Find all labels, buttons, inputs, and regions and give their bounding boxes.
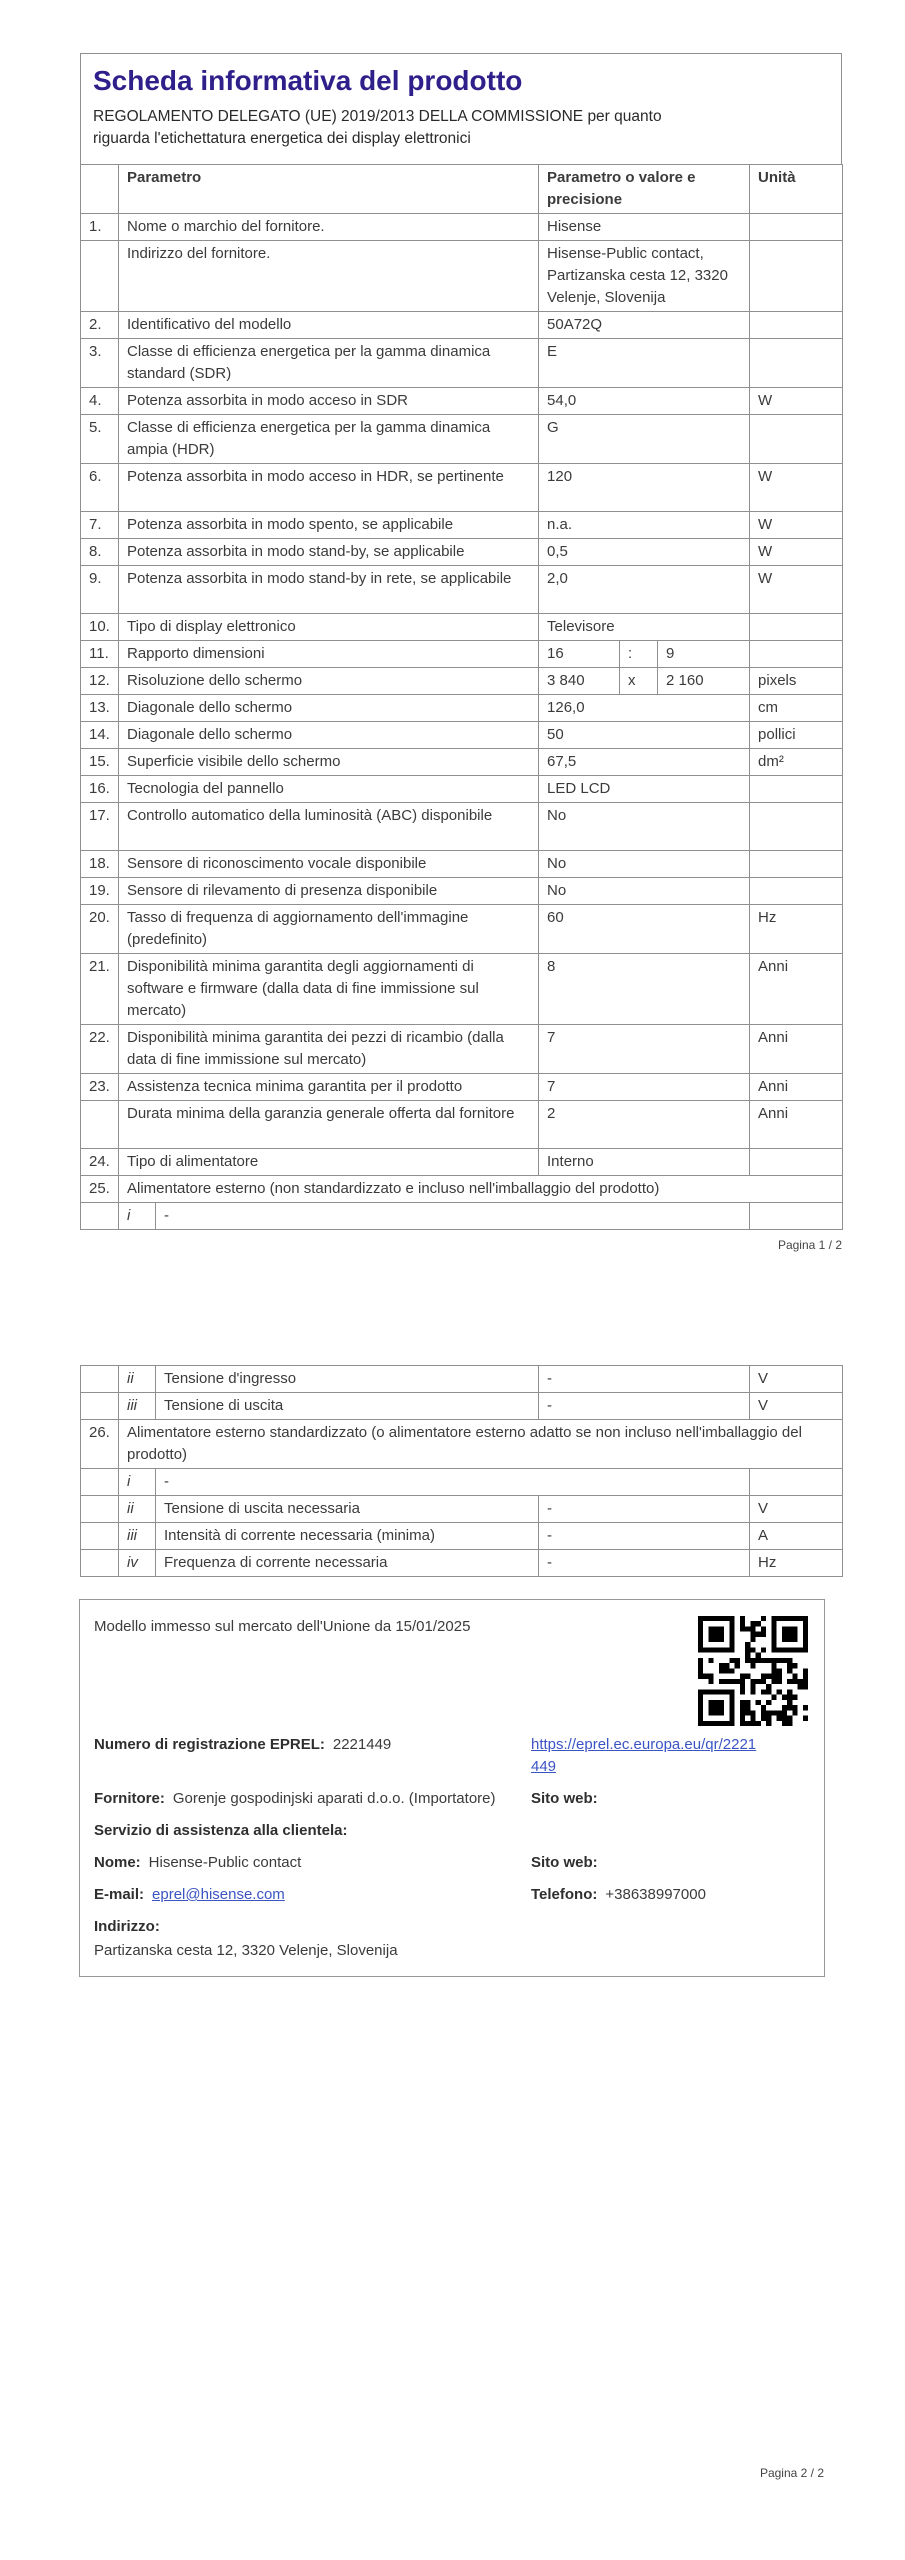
unit-cell: Anni (750, 954, 843, 1025)
row-number-cell: 10. (81, 614, 119, 641)
supplier-label: Fornitore: (94, 1790, 165, 1807)
param-cell: Potenza assorbita in modo acceso in SDR (119, 388, 539, 415)
unit-cell: W (750, 566, 843, 614)
param-cell: Potenza assorbita in modo acceso in HDR, se pertinente (119, 464, 539, 512)
value-cell: 2,0 (539, 566, 750, 614)
row-number-cell (81, 1550, 119, 1577)
sub-index-cell: iii (119, 1393, 156, 1420)
row-number-cell: 12. (81, 668, 119, 695)
table-row (81, 695, 843, 722)
unit-cell: V (750, 1496, 843, 1523)
unit-cell (750, 1203, 843, 1230)
row-number-cell: 21. (81, 954, 119, 1025)
row-number-cell: 9. (81, 566, 119, 614)
unit-cell (750, 415, 843, 464)
value-cell: No (539, 851, 750, 878)
email-link[interactable]: eprel@hisense.com (152, 1886, 285, 1903)
unit-cell (750, 803, 843, 851)
param-cell: Classe di efficienza energetica per la gamma dinamica ampia (HDR) (119, 415, 539, 464)
unit-cell (750, 1149, 843, 1176)
table-row (81, 749, 843, 776)
row-number-cell: 16. (81, 776, 119, 803)
title-box (80, 53, 842, 165)
param-cell: Indirizzo del fornitore. (119, 241, 539, 312)
table-row (81, 1393, 843, 1420)
unit-cell: cm (750, 695, 843, 722)
table-row (81, 512, 843, 539)
row-number-cell (81, 1101, 119, 1149)
product-table-page1 (80, 164, 843, 1230)
value-cell: 67,5 (539, 749, 750, 776)
row-number-cell (81, 1393, 119, 1420)
table-row (81, 668, 843, 695)
table-row (81, 241, 843, 312)
param-cell: Tensione d'ingresso (156, 1366, 539, 1393)
unit-cell: dm² (750, 749, 843, 776)
param-cell: Disponibilità minima garantita degli aggiornamenti di software e firmware (dalla data di fine immissione sul mercato) (119, 954, 539, 1025)
value-cell: - (539, 1496, 750, 1523)
address-label-row (94, 1916, 810, 1938)
value-cell: LED LCD (539, 776, 750, 803)
name-value: Hisense-Public contact (148, 1854, 302, 1871)
table-row (81, 388, 843, 415)
row-number-cell: 3. (81, 339, 119, 388)
param-cell: Assistenza tecnica minima garantita per il prodotto (119, 1074, 539, 1101)
param-cell: Risoluzione dello schermo (119, 668, 539, 695)
param-cell: Alimentatore esterno (non standardizzato e incluso nell'imballaggio del prodotto) (119, 1176, 843, 1203)
page-number-footer-2: Pagina 2 / 2 (759, 2466, 824, 2480)
param-cell: Potenza assorbita in modo stand-by in rete, se applicabile (119, 566, 539, 614)
unit-cell (750, 641, 843, 668)
row-number-cell: 25. (81, 1176, 119, 1203)
value-cell: 9 (658, 641, 750, 668)
header-value-cell: Parametro o valore e precisione (539, 165, 750, 214)
phone-label: Telefono: (531, 1886, 598, 1903)
param-cell: Diagonale dello schermo (119, 695, 539, 722)
table-row (81, 539, 843, 566)
row-number-cell (81, 1203, 119, 1230)
param-cell: Alimentatore esterno standardizzato (o alimentatore esterno adatto se non incluso nell'imballaggio del prodotto) (119, 1420, 843, 1469)
row-number-cell: 1. (81, 214, 119, 241)
name-label: Nome: (94, 1854, 141, 1871)
page-break-gap (80, 1253, 842, 1365)
value-cell: 2 (539, 1101, 750, 1149)
table-row (81, 1523, 843, 1550)
address-value: Partizanska cesta 12, 3320 Velenje, Slovenija (94, 1942, 398, 1959)
value-cell: 50 (539, 722, 750, 749)
value-cell: 2 160 (658, 668, 750, 695)
address-label: Indirizzo: (94, 1918, 160, 1935)
row-number-cell (81, 1523, 119, 1550)
unit-cell: Hz (750, 905, 843, 954)
value-cell: Hisense (539, 214, 750, 241)
table-row (81, 415, 843, 464)
value-cell: n.a. (539, 512, 750, 539)
unit-cell (750, 776, 843, 803)
param-cell: Potenza assorbita in modo stand-by, se applicabile (119, 539, 539, 566)
unit-cell: Hz (750, 1550, 843, 1577)
table-row (81, 1149, 843, 1176)
sub-index-cell: i (119, 1203, 156, 1230)
param-cell: Tecnologia del pannello (119, 776, 539, 803)
market-date-line: Modello immesso sul mercato dell'Unione da 15/01/2025 (94, 1618, 471, 1635)
product-table-page2 (80, 1365, 843, 1577)
param-cell: Tensione di uscita (156, 1393, 539, 1420)
email-label: E-mail: (94, 1886, 145, 1903)
row-number-cell: 13. (81, 695, 119, 722)
unit-cell (750, 241, 843, 312)
value-cell: 8 (539, 954, 750, 1025)
website-label-2: Sito web: (531, 1854, 598, 1871)
unit-cell (750, 878, 843, 905)
header-param-cell: Parametro (119, 165, 539, 214)
table-row (81, 566, 843, 614)
unit-cell: V (750, 1393, 843, 1420)
param-cell: Identificativo del modello (119, 312, 539, 339)
param-cell: Tipo di alimentatore (119, 1149, 539, 1176)
row-number-cell: 20. (81, 905, 119, 954)
table-row (81, 878, 843, 905)
contact-name-entry (94, 1852, 810, 1874)
sub-index-cell: iii (119, 1523, 156, 1550)
unit-cell: V (750, 1366, 843, 1393)
row-number-cell: 2. (81, 312, 119, 339)
row-number-cell: 24. (81, 1149, 119, 1176)
value-cell: - (539, 1550, 750, 1577)
value-cell: Hisense-Public contact, Partizanska cesta 12, 3320 Velenje, Slovenija (539, 241, 750, 312)
value-cell: - (539, 1523, 750, 1550)
qr-code (698, 1616, 808, 1726)
table-row (81, 1203, 843, 1230)
table-row (81, 803, 843, 851)
param-cell: Tipo di display elettronico (119, 614, 539, 641)
sub-index-cell: ii (119, 1496, 156, 1523)
unit-cell (750, 851, 843, 878)
table-row (81, 1366, 843, 1393)
row-number-cell: 17. (81, 803, 119, 851)
param-cell: Durata minima della garanzia generale offerta dal fornitore (119, 1101, 539, 1149)
value-cell: 7 (539, 1025, 750, 1074)
value-cell: 50A72Q (539, 312, 750, 339)
unit-cell: W (750, 464, 843, 512)
email-entry (94, 1884, 810, 1906)
value-cell: 54,0 (539, 388, 750, 415)
value-cell: 120 (539, 464, 750, 512)
header-unit-cell: Unità (750, 165, 843, 214)
table-row (81, 1074, 843, 1101)
table-row (81, 1550, 843, 1577)
unit-cell: pixels (750, 668, 843, 695)
unit-cell (750, 312, 843, 339)
unit-cell: Anni (750, 1101, 843, 1149)
unit-cell: W (750, 388, 843, 415)
param-cell: Rapporto dimensioni (119, 641, 539, 668)
eprel-entry (94, 1734, 810, 1778)
row-number-cell: 19. (81, 878, 119, 905)
row-number-cell: 8. (81, 539, 119, 566)
sub-index-cell: ii (119, 1366, 156, 1393)
website-label: Sito web: (531, 1790, 598, 1807)
row-number-cell (81, 1366, 119, 1393)
unit-cell: Anni (750, 1074, 843, 1101)
table-row (81, 641, 843, 668)
table-row (81, 312, 843, 339)
table-row (81, 214, 843, 241)
unit-cell (750, 339, 843, 388)
value-cell: - (539, 1393, 750, 1420)
registration-info-box (79, 1599, 825, 1977)
value-cell: No (539, 878, 750, 905)
value-cell: 0,5 (539, 539, 750, 566)
param-cell: Disponibilità minima garantita dei pezzi di ricambio (dalla data di fine immissione sul mercato) (119, 1025, 539, 1074)
unit-cell: W (750, 539, 843, 566)
page-number-footer-1: Pagina 1 / 2 (777, 1238, 842, 1252)
row-number-cell: 4. (81, 388, 119, 415)
sub-index-cell: i (119, 1469, 156, 1496)
customer-service-heading: Servizio di assistenza alla clientela: (94, 1822, 348, 1839)
table-row (81, 1176, 843, 1203)
value-cell: 3 840 (539, 668, 620, 695)
row-number-cell: 26. (81, 1420, 119, 1469)
unit-cell: A (750, 1523, 843, 1550)
param-cell: Nome o marchio del fornitore. (119, 214, 539, 241)
unit-cell: W (750, 512, 843, 539)
param-cell: Tensione di uscita necessaria (156, 1496, 539, 1523)
row-number-cell: 22. (81, 1025, 119, 1074)
row-number-cell: 7. (81, 512, 119, 539)
param-cell: Intensità di corrente necessaria (minima) (156, 1523, 539, 1550)
value-cell: 60 (539, 905, 750, 954)
value-cell: - (156, 1469, 750, 1496)
row-number-cell (81, 1496, 119, 1523)
table-row (81, 905, 843, 954)
param-cell: Sensore di riconoscimento vocale disponibile (119, 851, 539, 878)
page-title: Scheda informativa del prodotto (93, 65, 523, 96)
unit-cell: pollici (750, 722, 843, 749)
unit-cell (750, 1469, 843, 1496)
value-cell: No (539, 803, 750, 851)
row-number-cell: 11. (81, 641, 119, 668)
separator-cell: : (620, 641, 658, 668)
customer-service-heading-row (94, 1820, 810, 1842)
page-subtitle: REGOLAMENTO DELEGATO (UE) 2019/2013 DELLA COMMISSIONE per quanto riguarda l'etichettatura energetica dei display elettronici (93, 108, 662, 147)
value-cell: 16 (539, 641, 620, 668)
table-row (81, 851, 843, 878)
unit-cell (750, 214, 843, 241)
table-row (81, 614, 843, 641)
row-number-cell (81, 241, 119, 312)
row-number-cell: 6. (81, 464, 119, 512)
sub-index-cell: iv (119, 1550, 156, 1577)
table-row (81, 464, 843, 512)
table-row (81, 1469, 843, 1496)
param-cell: Frequenza di corrente necessaria (156, 1550, 539, 1577)
unit-cell (750, 614, 843, 641)
param-cell: Classe di efficienza energetica per la gamma dinamica standard (SDR) (119, 339, 539, 388)
value-cell: Televisore (539, 614, 750, 641)
unit-cell: Anni (750, 1025, 843, 1074)
param-cell: Sensore di rilevamento di presenza disponibile (119, 878, 539, 905)
value-cell: G (539, 415, 750, 464)
table-header-row (81, 165, 843, 214)
table-row (81, 776, 843, 803)
param-cell: Potenza assorbita in modo spento, se applicabile (119, 512, 539, 539)
value-cell: - (539, 1366, 750, 1393)
row-number-cell: 23. (81, 1074, 119, 1101)
supplier-value: Gorenje gospodinjski aparati d.o.o. (Importatore) (172, 1790, 496, 1807)
row-number-cell: 15. (81, 749, 119, 776)
table-row (81, 1101, 843, 1149)
row-number-cell: 18. (81, 851, 119, 878)
eprel-label: Numero di registrazione EPREL: (94, 1736, 325, 1753)
table-row (81, 954, 843, 1025)
table-row (81, 1420, 843, 1469)
value-cell: Interno (539, 1149, 750, 1176)
table-row (81, 1025, 843, 1074)
value-cell: E (539, 339, 750, 388)
row-number-cell (81, 1469, 119, 1496)
value-cell: 7 (539, 1074, 750, 1101)
separator-cell: x (620, 668, 658, 695)
table-row (81, 1496, 843, 1523)
param-cell: Superficie visibile dello schermo (119, 749, 539, 776)
supplier-entry (94, 1788, 810, 1810)
table-row (81, 339, 843, 388)
value-cell: 126,0 (539, 695, 750, 722)
row-number-cell: 14. (81, 722, 119, 749)
phone-value: +38638997000 (605, 1886, 706, 1903)
param-cell: Tasso di frequenza di aggiornamento dell'immagine (predefinito) (119, 905, 539, 954)
eprel-number: 2221449 (332, 1736, 392, 1753)
param-cell: Diagonale dello schermo (119, 722, 539, 749)
row-number-cell: 5. (81, 415, 119, 464)
param-cell: Controllo automatico della luminosità (ABC) disponibile (119, 803, 539, 851)
value-cell: - (156, 1203, 750, 1230)
table-row (81, 722, 843, 749)
header-number-cell (81, 165, 119, 214)
eprel-qr-link[interactable]: https://eprel.ec.europa.eu/qr/2221449 (531, 1736, 757, 1775)
